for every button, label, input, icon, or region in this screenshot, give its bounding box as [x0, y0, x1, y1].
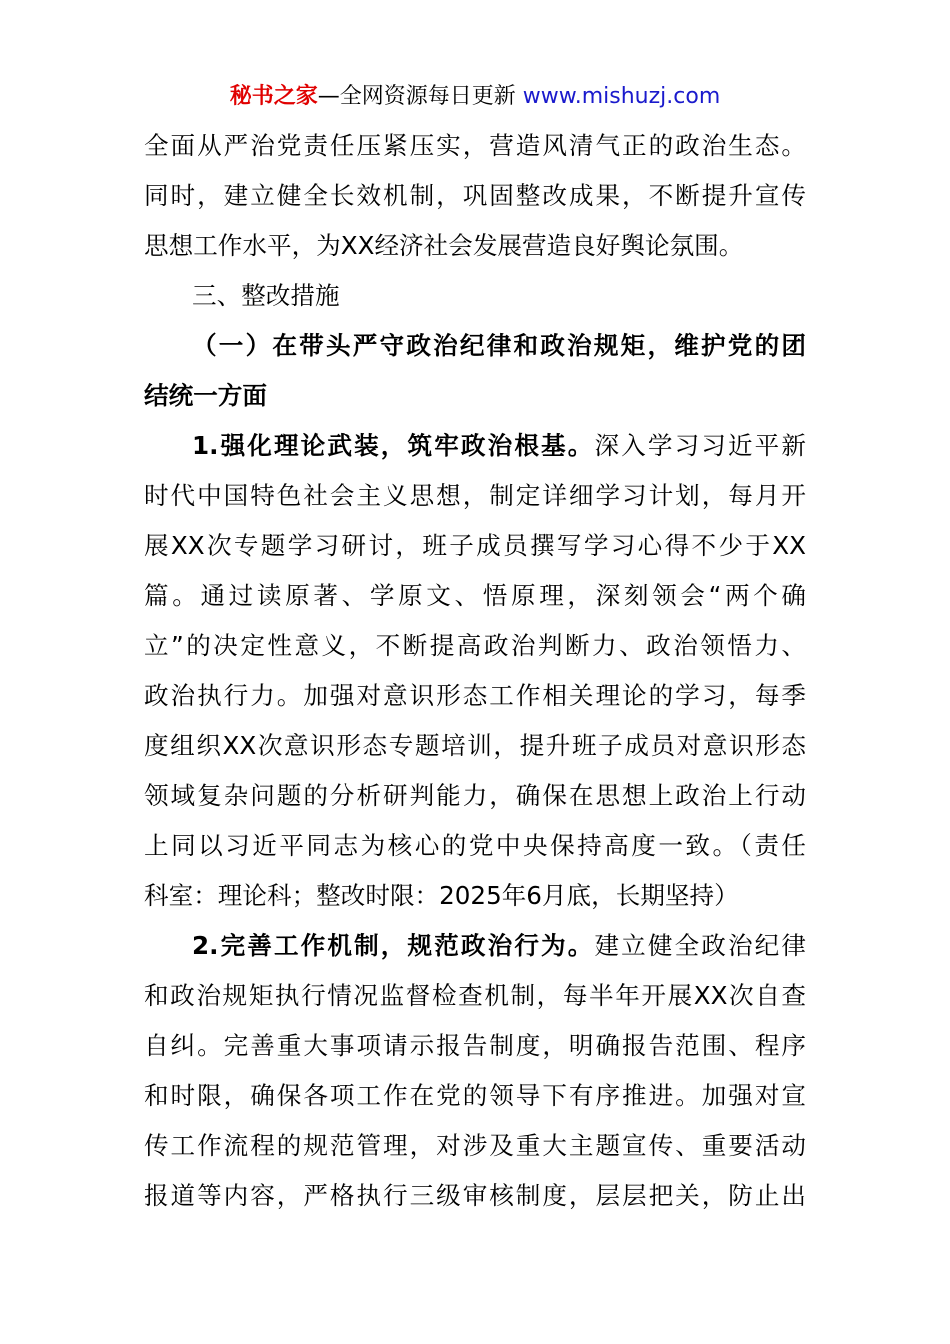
paragraph-text: 深入学习习近平新: [594, 431, 806, 460]
paragraph-line: 思想工作水平，为XX经济社会发展营造良好舆论氛围。: [144, 231, 744, 260]
paragraph-line: 政治执行力。加强对意识形态工作相关理论的学习，每季: [144, 681, 806, 710]
paragraph-line: 同时，建立健全长效机制，巩固整改成果，不断提升宣传: [144, 181, 806, 210]
document-body: [144, 121, 806, 1221]
paragraph-line: 上同以习近平同志为核心的党中央保持高度一致。（责任: [144, 831, 806, 860]
header-url[interactable]: www.mishuzj.com: [522, 84, 721, 109]
paragraph-line: 全面从严治党责任压紧压实，营造风清气正的政治生态。: [144, 131, 806, 160]
item-heading-line: [144, 921, 806, 971]
paragraph-line: 展XX次专题学习研讨，班子成员撰写学习心得不少于XX: [144, 531, 806, 560]
header-slogan: —全网资源每日更新: [317, 84, 523, 109]
paragraph-line: 立”的决定性意义，不断提高政治判断力、政治领悟力、: [144, 631, 806, 660]
subsection-heading-cont: 结统一方面: [144, 381, 267, 410]
paragraph-line: 和政治规矩执行情况监督检查机制，每半年开展XX次自查: [144, 981, 806, 1010]
header-brand: 秘书之家: [229, 84, 318, 109]
paragraph-line: 时代中国特色社会主义思想，制定详细学习计划，每月开: [144, 481, 806, 510]
page-header: [0, 80, 950, 114]
item-heading-line: [144, 421, 806, 471]
paragraph-line: 自纠。完善重大事项请示报告制度，明确报告范围、程序: [144, 1031, 806, 1060]
subsection-heading: （一）在带头严守政治纪律和政治规矩，维护党的团: [192, 331, 806, 360]
paragraph-line: 度组织XX次意识形态专题培训，提升班子成员对意识形态: [144, 731, 806, 760]
section-heading: 三、整改措施: [192, 281, 340, 310]
item-heading: 2.完善工作机制，规范政治行为。: [192, 931, 595, 960]
paragraph-line: 篇。通过读原著、学原文、悟原理，深刻领会“两个确: [144, 581, 806, 610]
item-heading: 1.强化理论武装，筑牢政治根基。: [192, 431, 595, 460]
paragraph-text: 建立健全政治纪律: [594, 931, 806, 960]
paragraph-line: 报道等内容，严格执行三级审核制度，层层把关，防止出: [144, 1181, 806, 1210]
paragraph-line: 传工作流程的规范管理，对涉及重大主题宣传、重要活动: [144, 1131, 806, 1160]
paragraph-line: 和时限，确保各项工作在党的领导下有序推进。加强对宣: [144, 1081, 806, 1110]
paragraph-line: 科室：理论科；整改时限：2025年6月底，长期坚持）: [144, 881, 739, 910]
paragraph-line: 领域复杂问题的分析研判能力，确保在思想上政治上行动: [144, 781, 806, 810]
